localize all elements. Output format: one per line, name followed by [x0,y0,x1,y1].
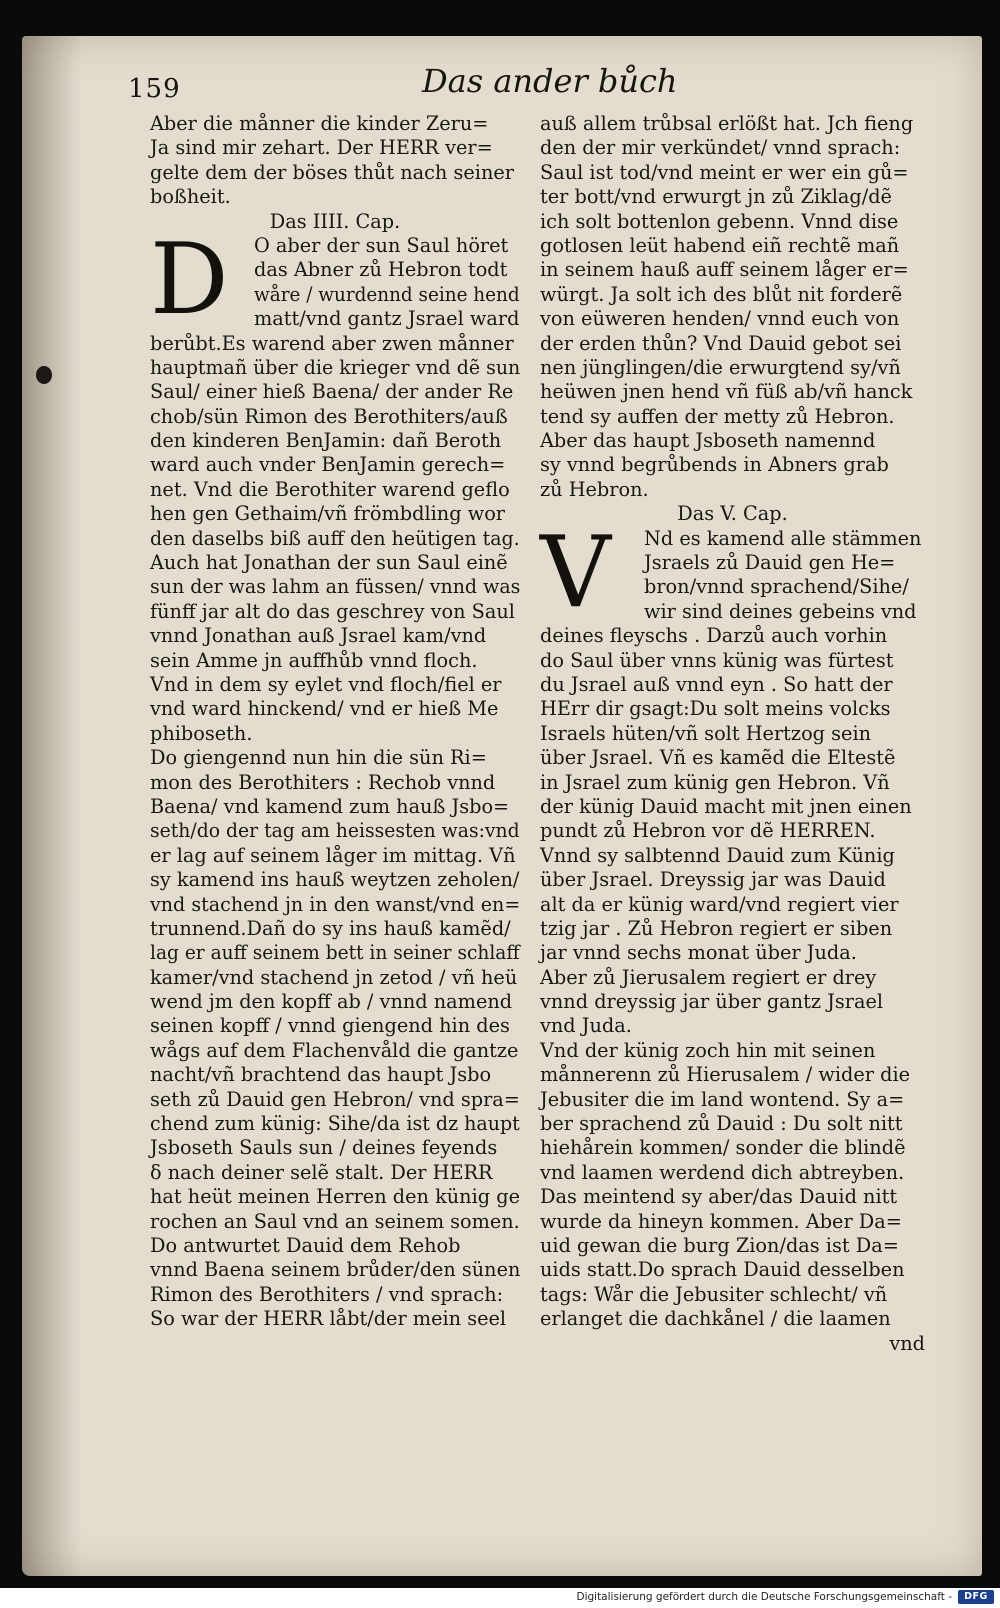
text-line: phiboseth. [150,721,253,745]
text-line: über Jsrael. Vñ es kamẽd die Eltestẽ [540,746,896,770]
gutter-shadow [22,36,82,1576]
text-line: So war der HERR låbt/der mein seel [150,1307,507,1331]
text-line: Aber die månner die kinder Zeru= [150,112,489,135]
text-line: Vnd der künig zoch hin mit seinen [540,1038,876,1062]
text-line: Jebusiter die im land wontend. Sy a= [540,1087,905,1111]
text-line: heüwen jnen hend vñ füß ab/vñ hanck [540,380,913,404]
right-column [540,112,925,1356]
text-line: ẟ nach deiner selẽ stalt. Der HERR [150,1160,493,1184]
text-line: lag er auff seinem bett in seiner schlaff [150,941,520,965]
text-line: chend zum künig: Sihe/da ist dz haupt [150,1112,520,1136]
text-line: bron/vnnd sprachend/Sihe/ [644,575,909,599]
text-line: alt da er künig ward/vnd regiert vier [540,892,899,916]
book-page [22,36,982,1576]
chapter-heading: Das V. Cap. [677,502,788,526]
text-line: nacht/vñ brachtend das haupt Jsbo [150,1063,492,1087]
text-line: hat heüt meinen Herren den künig ge [150,1185,520,1209]
text-line: Ja sind mir zehart. Der HERR ver= [150,136,493,160]
text-line: Do giengennd nun hin die sün Ri= [150,746,487,770]
text-line: der erden thůn? Vnd Dauid gebot sei [540,331,902,355]
text-line: er lag auf seinem låger im mittag. Vñ [150,843,516,867]
running-head: Das ander bůch [422,62,678,100]
text-line: seinen kopff / vnnd giengend hin des [150,1014,510,1038]
text-line: Aber zů Jierusalem regiert er drey [540,965,877,989]
text-line: trunnend.Dañ do sy ins hauß kamẽd/ [150,916,511,940]
text-line: fünff jar alt do das geschrey von Saul [150,599,515,623]
footer-credit: Digitalisierung gefördert durch die Deutsche Forschungsgemeinschaft - [576,1591,952,1603]
text-line: chob/sün Rimon des Berothiters/auß [150,404,508,428]
text-line: kamer/vnd stachend jn zetod / vñ heü [150,965,518,989]
text-line: do Saul über vnns künig was fürtest [540,648,894,672]
text-line: Baena/ vnd kamend zum hauß Jsbo= [150,794,510,818]
text-line: Das meintend sy aber/das Dauid nitt [540,1185,898,1209]
text-line: erlanget die dachkånel / die laamen [540,1307,891,1331]
text-line: deines fleyschs . Darzů auch vorhin [540,624,888,648]
text-line: vnnd dreyssig jar über gantz Jsrael [540,990,884,1014]
text-line: das Abner zů Hebron todt [254,258,508,282]
text-line: sy kamend ins hauß weytzen zeholen/ [150,868,520,892]
text-line: wend jm den kopff ab / vnnd namend [150,990,513,1014]
text-line: wåre / wurdennd seine hend [254,282,520,306]
text-line: ward auch vnder BenJamin gerech= [150,453,506,477]
text-line: sun der was lahm an füssen/ vnnd was [150,575,521,599]
text-line: Aber das haupt Jsboseth namennd [540,429,876,453]
text-line: Do antwurtet Dauid dem Rehob [150,1233,461,1257]
drop-initial: V [540,515,611,630]
text-line: vnd Juda. [540,1014,632,1038]
text-line: Jsboseth Sauls sun / deines feyends [150,1136,498,1160]
text-line: ich solt bottenlon gebenn. Vnnd dise [540,209,899,233]
text-line: månnerenn zů Hierusalem / wider die [540,1063,911,1087]
text-line: vnnd Jonathan auß Jsrael kam/vnd [150,624,487,648]
text-line: würgt. Ja solt ich des blůt nit forderẽ [540,282,903,306]
text-line: Vnd in dem sy eylet vnd floch/fiel er [150,672,502,696]
text-line: Saul/ einer hieß Baena/ der ander Re [150,380,514,404]
text-line: nen jünglingen/die erwurgtend sy/vñ [540,355,901,379]
text-line: rochen an Saul vnd an seinem somen. [150,1209,520,1233]
text-line: du Jsrael auß vnnd eyn . So hatt der [540,672,893,696]
text-line: in seinem hauß auff seinem låger er= [540,258,909,282]
text-line: auß allem trůbsal erlößt hat. Jch fieng [540,112,914,135]
text-line: O aber der sun Saul höret [254,233,509,257]
text-line: net. Vnd die Berothiter warend geflo [150,477,510,501]
text-line: wågs auf dem Flachenvåld die gantze [150,1038,519,1062]
chapter-heading: Das IIII. Cap. [269,209,401,233]
catchword: vnd [889,1331,925,1355]
text-line: der künig Dauid macht mit jnen einen [540,794,912,818]
text-line: den daselbs biß auff den heütigen tag. [150,526,520,550]
text-line: vnd laamen werdend dich abtreyben. [540,1160,905,1184]
text-line: hauptmañ über die krieger vnd dẽ sun [150,355,521,379]
text-line: jar vnnd sechs monat über Juda. [540,941,857,965]
text-line: boßheit. [150,185,231,209]
text-line: vnnd Baena seinem brůder/den sünen [150,1258,521,1282]
text-line: gelte dem der böses thůt nach seiner [150,160,514,184]
ink-spot [36,366,52,384]
text-line: von eüweren henden/ vnnd euch von [540,307,900,331]
drop-initial: D [150,222,229,337]
text-line: sein Amme jn auffhůb vnnd floch. [150,648,478,672]
text-line: Saul ist tod/vnd meint er wer ein gů= [540,160,909,184]
text-line: vnd ward hinckend/ vnd er hieß Me [150,697,499,721]
text-line: sy vnnd begrůbends in Abners grab [540,453,889,477]
text-line: hen gen Gethaim/vñ frömbdling wor [150,502,506,526]
page-number: 159 [128,74,181,104]
text-line: uids statt.Do sprach Dauid desselben [540,1258,905,1282]
dfg-logo: DFG [958,1590,994,1604]
text-line: tzig jar . Zů Hebron regiert er siben [540,916,893,940]
text-line: Israels hüten/vñ solt Hertzog sein [540,721,872,745]
text-line: wurde da hineyn kommen. Aber Da= [540,1209,902,1233]
text-line: pundt zů Hebron vor dẽ HERREN. [540,819,876,843]
text-line: den kinderen BenJamin: dañ Beroth [150,429,502,453]
text-line: zů Hebron. [540,477,649,501]
text-line: matt/vnd gantz Jsrael ward [254,307,520,331]
text-line: Jsraels zů Dauid gen He= [644,551,896,575]
text-line: ter bott/vnd erwurgt jn zů Ziklag/dẽ [540,185,892,209]
text-line: über Jsrael. Dreyssig jar was Dauid [540,868,886,892]
text-line: gotlosen leüt habend eiñ rechtẽ mañ [540,233,900,257]
text-line: HErr dir gsagt:Du solt meins volcks [540,697,891,721]
text-line: Vnnd sy salbtennd Dauid zum Künig [540,843,895,867]
text-line: hiehårein kommen/ sonder die blindẽ [540,1136,906,1160]
text-line: den der mir verkündet/ vnnd sprach: [540,136,901,160]
text-line: berůbt.Es warend aber zwen månner [150,331,514,355]
text-line: tags: Wår die Jebusiter schlecht/ vñ [540,1282,888,1306]
text-line: in Jsrael zum künig gen Hebron. Vñ [540,770,890,794]
text-line: tend sy auffen der metty zů Hebron. [540,404,895,428]
text-line: uid gewan die burg Zion/das ist Da= [540,1233,899,1257]
text-line: seth/do der tag am heissesten was:vnd [150,819,520,843]
footer-bar [0,1588,1000,1608]
text-line: Rimon des Berothiters / vnd sprach: [150,1282,504,1306]
text-line: vnd stachend jn in den wanst/vnd en= [150,892,521,916]
text-line: Auch hat Jonathan der sun Saul einẽ [150,551,508,575]
text-line: mon des Berothiters : Rechob vnnd [150,770,496,794]
text-line: seth zů Dauid gen Hebron/ vnd spra= [150,1087,520,1111]
text-line: wir sind deines gebeins vnd [644,599,917,623]
left-column [150,112,520,1332]
text-line: ber sprachend zů Dauid : Du solt nitt [540,1112,903,1136]
text-line: Nd es kamend alle stämmen [644,526,922,550]
